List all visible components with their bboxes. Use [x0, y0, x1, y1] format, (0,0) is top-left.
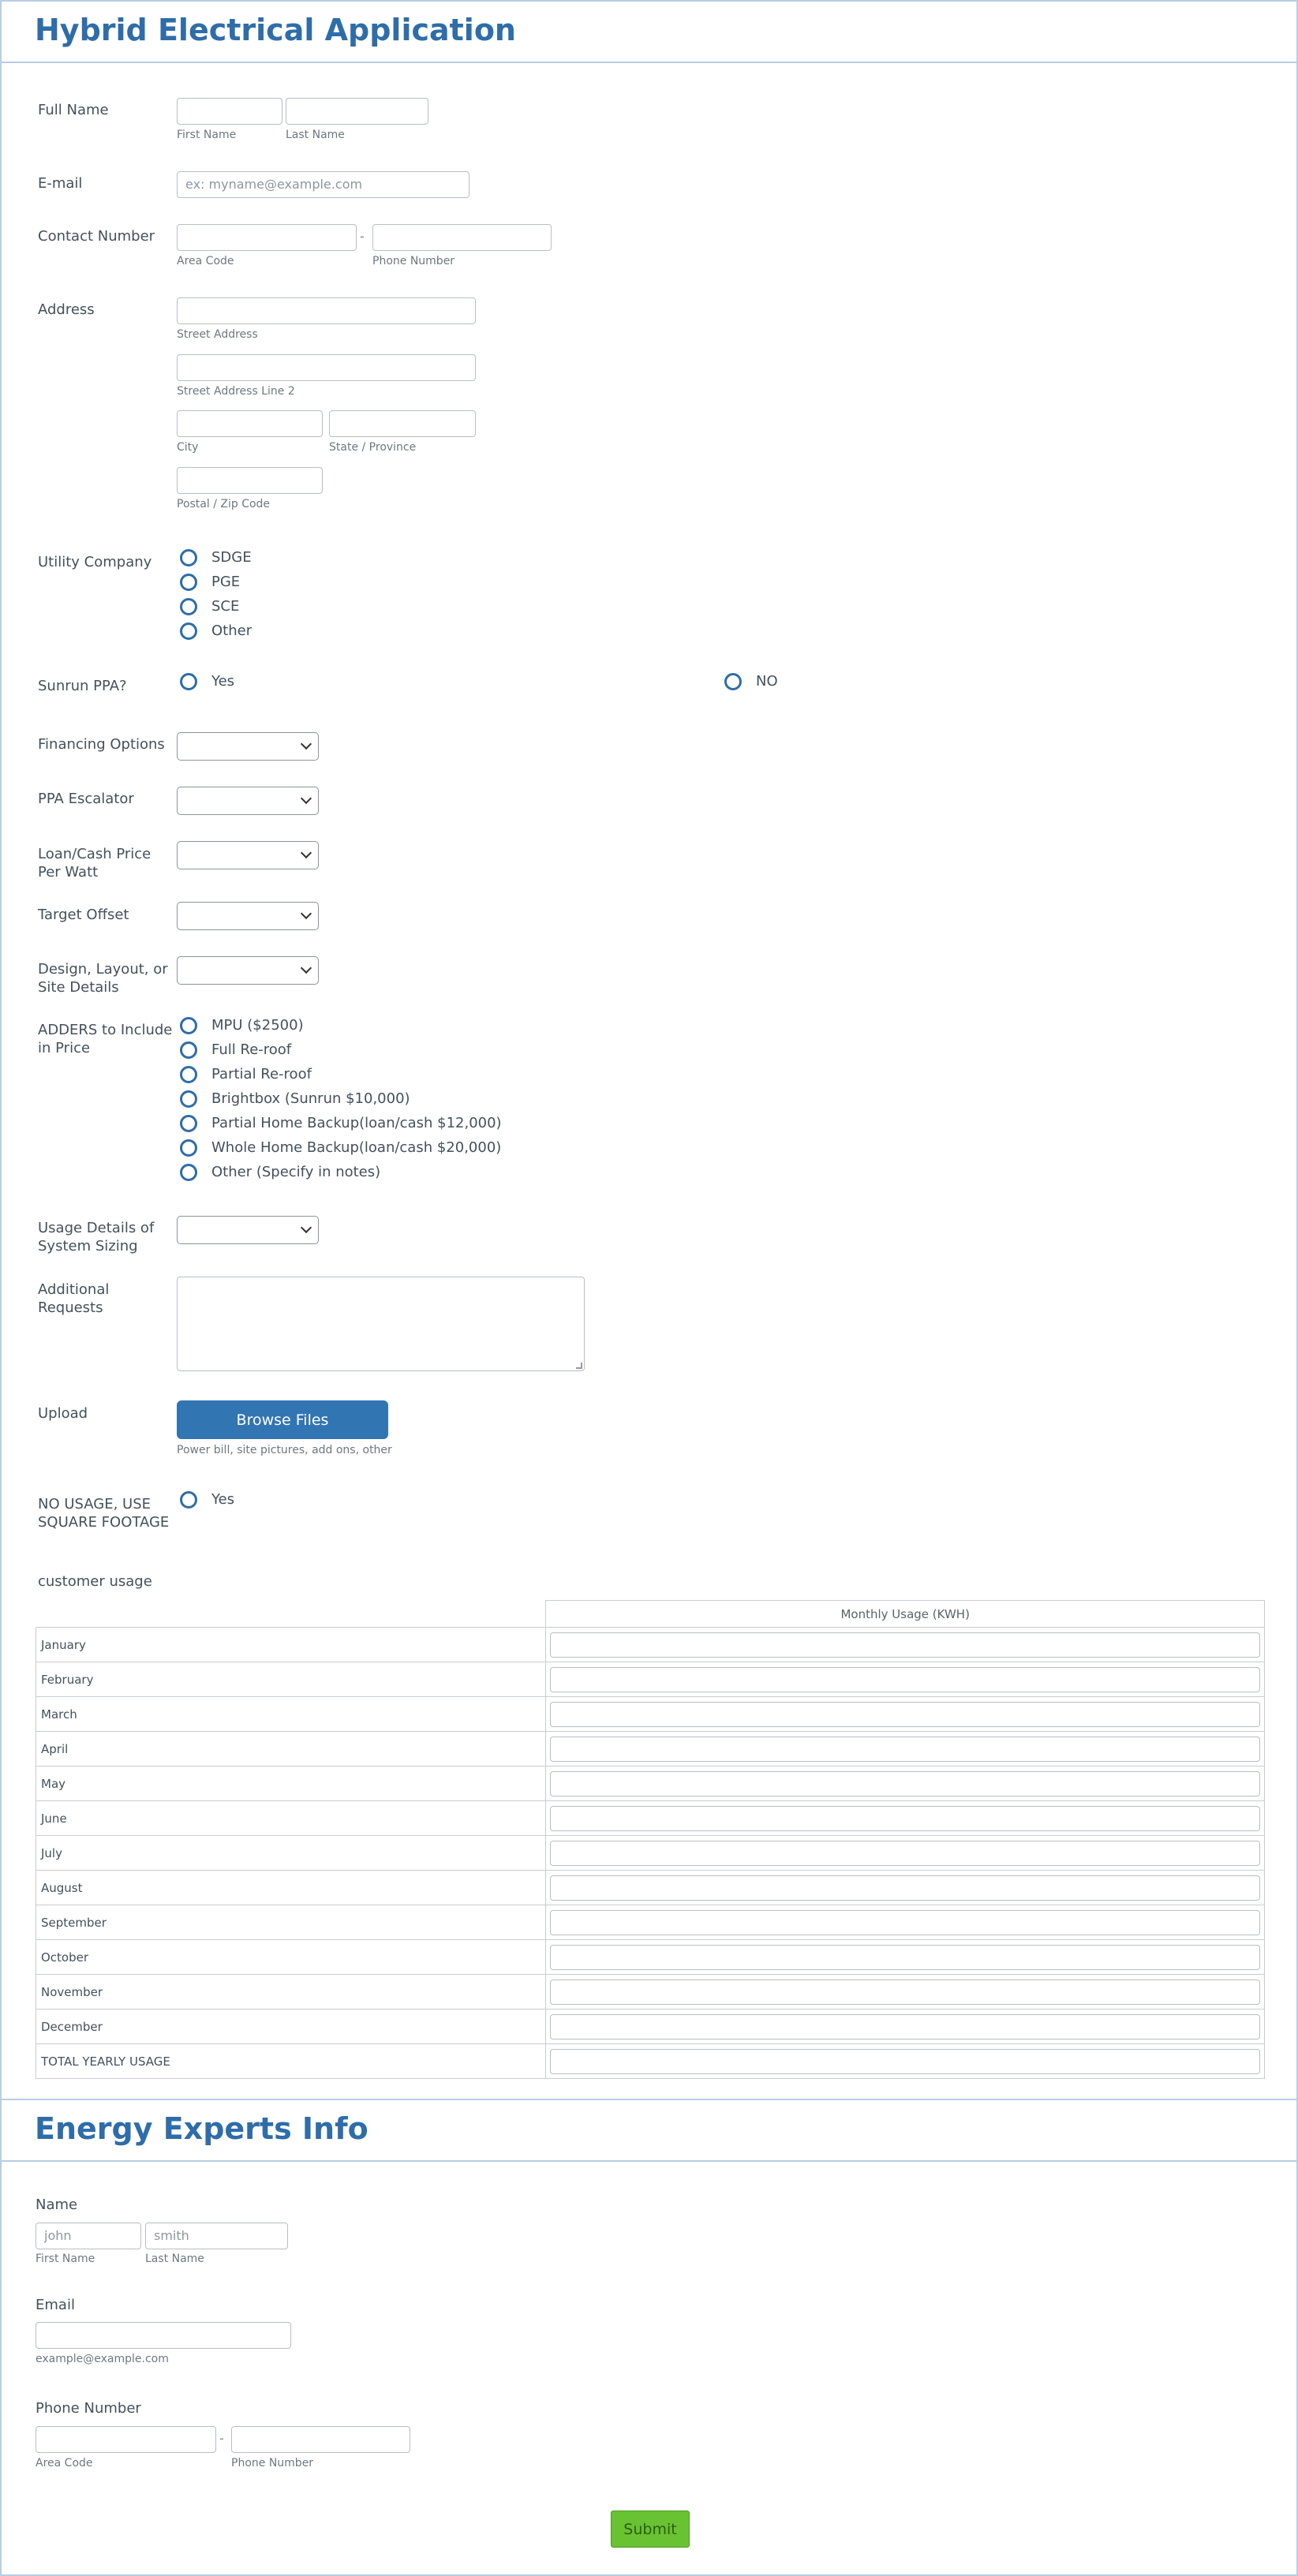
chevron-down-icon	[301, 738, 312, 750]
utility-radio-other[interactable]	[180, 623, 197, 640]
expert-first-name-sublabel: First Name	[36, 2253, 95, 2265]
monthly-usage-input[interactable]	[550, 1771, 1260, 1796]
expert-phone-label: Phone Number	[36, 2400, 141, 2417]
design-details-label: Design, Layout, or Site Details	[38, 961, 168, 996]
sunrun-option-yes: Yes	[211, 673, 235, 690]
monthly-usage-input[interactable]	[550, 1702, 1260, 1727]
last-name-input[interactable]	[286, 98, 428, 125]
upload-label: Upload	[38, 1405, 88, 1422]
month-label: TOTAL YEARLY USAGE	[36, 2044, 546, 2079]
adder-radio-partial-reroof[interactable]	[180, 1066, 197, 1083]
table-row	[36, 2010, 1265, 2044]
table-row	[36, 1940, 1265, 1975]
monthly-usage-input[interactable]	[550, 1667, 1260, 1692]
monthly-usage-input[interactable]	[550, 2049, 1260, 2074]
street-address-input[interactable]	[177, 297, 476, 324]
month-label: September	[36, 1905, 546, 1940]
zip-code-input[interactable]	[177, 467, 323, 494]
upload-sublabel: Power bill, site pictures, add ons, other	[177, 1444, 392, 1456]
table-row	[36, 1628, 1265, 1662]
full-name-label: Full Name	[38, 102, 109, 118]
expert-email-label: Email	[36, 2297, 75, 2313]
no-usage-radio-yes[interactable]	[180, 1491, 197, 1509]
expert-phone-number-input[interactable]	[231, 2426, 410, 2453]
usage-cell	[546, 1836, 1265, 1871]
additional-requests-textarea[interactable]	[177, 1277, 585, 1371]
expert-area-code-input[interactable]	[36, 2426, 216, 2453]
street-address-sublabel: Street Address	[177, 328, 258, 341]
expert-first-name-placeholder: john	[44, 2228, 72, 2243]
contact-number-label: Contact Number	[38, 228, 155, 245]
expert-area-code-sublabel: Area Code	[36, 2457, 93, 2469]
expert-phone-number-sublabel: Phone Number	[231, 2457, 314, 2469]
adder-radio-partial-backup[interactable]	[180, 1115, 197, 1132]
adder-option-brightbox: Brightbox (Sunrun $10,000)	[211, 1090, 410, 1107]
chevron-down-icon	[301, 793, 312, 804]
address-label: Address	[38, 301, 95, 318]
experts-title: Energy Experts Info	[35, 2111, 368, 2146]
form-title: Hybrid Electrical Application	[35, 13, 516, 47]
email-input[interactable]	[177, 171, 469, 198]
table-row	[36, 1836, 1265, 1871]
utility-radio-sdge[interactable]	[180, 549, 197, 566]
ppa-escalator-select[interactable]	[177, 787, 319, 815]
adder-option-mpu: MPU ($2500)	[211, 1017, 304, 1034]
phone-number-input[interactable]	[372, 224, 552, 251]
usage-cell	[546, 1697, 1265, 1732]
utility-option-pge: PGE	[211, 574, 241, 590]
monthly-usage-input[interactable]	[550, 1980, 1260, 2005]
table-row	[36, 1905, 1265, 1940]
utility-option-sce: SCE	[211, 598, 240, 615]
monthly-usage-input[interactable]	[550, 2014, 1260, 2039]
browse-files-button[interactable]: Browse Files	[177, 1400, 388, 1439]
customer-usage-label: customer usage	[38, 1573, 152, 1590]
phone-number-sublabel: Phone Number	[372, 255, 455, 267]
usage-cell	[546, 1662, 1265, 1697]
street-address-2-sublabel: Street Address Line 2	[177, 385, 295, 398]
adder-option-other: Other (Specify in notes)	[211, 1164, 381, 1180]
city-input[interactable]	[177, 410, 323, 437]
ppa-escalator-label: PPA Escalator	[38, 791, 134, 807]
month-label: June	[36, 1801, 546, 1836]
additional-requests-label: Additional Requests	[38, 1281, 110, 1316]
no-usage-label: NO USAGE, USE SQUARE FOOTAGE	[38, 1496, 170, 1531]
usage-cell	[546, 2010, 1265, 2044]
utility-radio-sce[interactable]	[180, 598, 197, 615]
usage-cell	[546, 1940, 1265, 1975]
table-row	[36, 1801, 1265, 1836]
chevron-down-icon	[301, 847, 312, 858]
monthly-usage-input[interactable]	[550, 1875, 1260, 1901]
sunrun-radio-yes[interactable]	[180, 673, 197, 690]
table-row	[36, 1697, 1265, 1732]
expert-last-name-placeholder: smith	[154, 2228, 189, 2243]
expert-name-label: Name	[36, 2197, 78, 2213]
street-address-2-input[interactable]	[177, 354, 476, 381]
monthly-usage-input[interactable]	[550, 1910, 1260, 1935]
target-offset-label: Target Offset	[38, 907, 129, 923]
month-label: December	[36, 2010, 546, 2044]
usage-details-select[interactable]	[177, 1216, 319, 1244]
expert-email-input[interactable]	[36, 2322, 291, 2349]
state-input[interactable]	[329, 410, 476, 437]
no-usage-option-yes: Yes	[211, 1491, 235, 1508]
submit-button[interactable]: Submit	[611, 2511, 690, 2548]
expert-email-sublabel: example@example.com	[36, 2353, 169, 2365]
month-label: April	[36, 1732, 546, 1767]
monthly-usage-header: Monthly Usage (KWH)	[546, 1601, 1265, 1628]
chevron-down-icon	[301, 963, 312, 974]
usage-cell	[546, 1628, 1265, 1662]
month-label: January	[36, 1628, 546, 1662]
adder-radio-full-reroof[interactable]	[180, 1041, 197, 1059]
zip-code-sublabel: Postal / Zip Code	[177, 498, 271, 510]
chevron-down-icon	[301, 908, 312, 919]
first-name-input[interactable]	[177, 98, 282, 125]
utility-option-other: Other	[211, 623, 252, 639]
table-row	[36, 2044, 1265, 2079]
sunrun-radio-no[interactable]	[724, 673, 742, 690]
usage-table-body	[36, 1628, 1265, 2079]
expert-first-name-input[interactable]	[36, 2223, 141, 2249]
adders-label: ADDERS to Include in Price	[38, 1022, 173, 1056]
city-sublabel: City	[177, 441, 199, 454]
sunrun-option-no: NO	[756, 673, 778, 690]
month-label: October	[36, 1940, 546, 1975]
financing-options-label: Financing Options	[38, 736, 165, 753]
adder-option-whole-backup: Whole Home Backup(loan/cash $20,000)	[211, 1139, 502, 1156]
adder-option-partial-reroof: Partial Re-roof	[211, 1066, 312, 1082]
price-per-watt-select[interactable]	[177, 841, 319, 869]
monthly-usage-input[interactable]	[550, 1945, 1260, 1970]
area-code-sublabel: Area Code	[177, 255, 234, 267]
price-per-watt-label: Loan/Cash Price Per Watt	[38, 846, 151, 880]
expert-last-name-input[interactable]	[145, 2223, 288, 2249]
usage-cell	[546, 1732, 1265, 1767]
monthly-usage-input[interactable]	[550, 1841, 1260, 1866]
phone-dash: -	[360, 229, 365, 244]
table-row	[36, 1662, 1265, 1697]
area-code-input[interactable]	[177, 224, 357, 251]
adder-option-full-reroof: Full Re-roof	[211, 1041, 292, 1058]
month-label: February	[36, 1662, 546, 1697]
utility-option-sdge: SDGE	[211, 549, 252, 566]
month-label: July	[36, 1836, 546, 1871]
table-row	[36, 1871, 1265, 1905]
adder-radio-mpu[interactable]	[180, 1017, 197, 1034]
usage-cell	[546, 1975, 1265, 2010]
adder-radio-whole-backup[interactable]	[180, 1139, 197, 1157]
email-label: E-mail	[38, 175, 83, 192]
chevron-down-icon	[301, 1222, 312, 1233]
monthly-usage-input[interactable]	[550, 1737, 1260, 1762]
customer-usage-table	[36, 1600, 1265, 2079]
experts-header	[2, 2099, 1296, 2162]
adder-option-partial-backup: Partial Home Backup(loan/cash $12,000)	[211, 1115, 502, 1131]
financing-options-select[interactable]	[177, 732, 319, 761]
utility-company-label: Utility Company	[38, 554, 152, 570]
sunrun-ppa-label: Sunrun PPA?	[38, 678, 127, 694]
state-sublabel: State / Province	[329, 441, 417, 454]
first-name-sublabel: First Name	[177, 129, 237, 141]
email-placeholder: ex: myname@example.com	[185, 177, 363, 192]
adder-radio-other[interactable]	[180, 1164, 197, 1181]
form-header	[2, 2, 1296, 63]
monthly-usage-input[interactable]	[550, 1806, 1260, 1831]
usage-cell	[546, 1801, 1265, 1836]
expert-phone-dash: -	[219, 2431, 224, 2446]
usage-details-label: Usage Details of System Sizing	[38, 1220, 155, 1254]
last-name-sublabel: Last Name	[286, 129, 345, 141]
month-label: March	[36, 1697, 546, 1732]
table-corner	[36, 1601, 546, 1628]
table-row	[36, 1767, 1265, 1801]
resize-handle-icon[interactable]	[576, 1363, 582, 1369]
month-label: November	[36, 1975, 546, 2010]
monthly-usage-input[interactable]	[550, 1632, 1260, 1658]
month-label: August	[36, 1871, 546, 1905]
target-offset-select[interactable]	[177, 902, 319, 930]
usage-cell	[546, 1871, 1265, 1905]
month-label: May	[36, 1767, 546, 1801]
expert-last-name-sublabel: Last Name	[145, 2253, 204, 2265]
usage-cell	[546, 1905, 1265, 1940]
adder-radio-brightbox[interactable]	[180, 1090, 197, 1108]
design-details-select[interactable]	[177, 956, 319, 985]
table-row	[36, 1975, 1265, 2010]
usage-cell	[546, 1767, 1265, 1801]
table-row	[36, 1732, 1265, 1767]
usage-cell	[546, 2044, 1265, 2079]
utility-radio-pge[interactable]	[180, 574, 197, 591]
